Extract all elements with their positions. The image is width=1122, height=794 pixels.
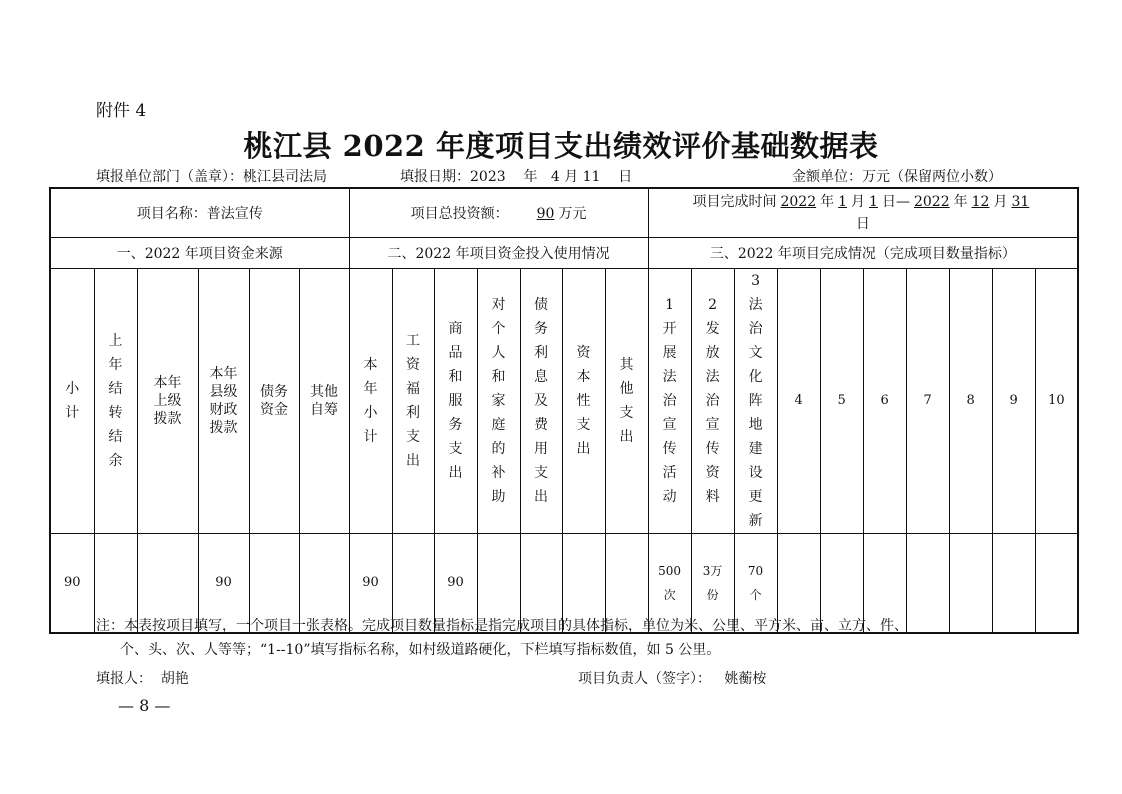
value-label: 500次 bbox=[658, 563, 682, 602]
col-indicator-6: 6 bbox=[863, 268, 906, 533]
start-year: 2022 bbox=[780, 193, 817, 210]
col-label: 资本性支出 bbox=[576, 344, 591, 457]
value-label: 3万份 bbox=[702, 563, 723, 602]
col-prior-balance bbox=[94, 268, 137, 533]
col-label: 本年上级拨款 bbox=[153, 374, 182, 427]
end-month-char: 月 bbox=[993, 193, 1008, 210]
leader-label: 项目负责人（签字）： bbox=[578, 671, 711, 687]
start-day: 1 bbox=[869, 193, 878, 210]
col-indicator-7: 7 bbox=[906, 268, 949, 533]
page-title: 桃江县 2022 年度项目支出绩效评价基础数据表 bbox=[243, 129, 879, 163]
end-year-char: 年 bbox=[953, 193, 968, 210]
col-label: 2发放法治宣传资料 bbox=[705, 296, 720, 505]
value-indicator-10 bbox=[1035, 533, 1078, 633]
page-number: — 8 — bbox=[118, 696, 171, 715]
data-table bbox=[49, 187, 1079, 634]
fill-date-label: 填报日期： bbox=[400, 169, 470, 185]
col-goods-services bbox=[434, 268, 477, 533]
note-line-1: 注：本表按项目填写，一个项目一张表格。完成项目数量指标是指完成项目的具体指标，单位为米、公里、平方米、亩、立方、件、 bbox=[96, 618, 908, 634]
col-label: 债务资金 bbox=[260, 383, 288, 418]
note-line-2: 个、头、次、人等等；“1--10”填写指标名称，如村级道路硬化，下栏填写指标数值，如 5 公里。 bbox=[120, 642, 721, 658]
start-month-char: 月 bbox=[851, 193, 866, 210]
fill-year: 2023 bbox=[470, 169, 506, 185]
reporter-label: 填报人： bbox=[96, 671, 152, 687]
leader-name: 姚蘅桉 bbox=[724, 671, 767, 687]
value-indicator-7 bbox=[906, 533, 949, 633]
col-source-subtotal bbox=[50, 268, 94, 533]
fill-year-char: 年 bbox=[523, 169, 538, 185]
fill-month: 4 bbox=[550, 169, 560, 185]
project-completion-time bbox=[648, 188, 1078, 237]
reporter bbox=[96, 668, 189, 688]
col-label: 本年县级财政拨款 bbox=[209, 365, 238, 436]
col-county-grant bbox=[198, 268, 249, 533]
reporting-unit bbox=[96, 166, 327, 186]
col-indicator-10: 10 bbox=[1035, 268, 1078, 533]
fill-month-char: 月 bbox=[564, 169, 579, 185]
section-usage: 二、2022 年项目资金投入使用情况 bbox=[349, 237, 648, 268]
fill-date bbox=[400, 166, 632, 186]
end-day-char: 日 bbox=[855, 215, 870, 232]
col-usage-subtotal bbox=[349, 268, 392, 533]
value-label: 70个 bbox=[747, 563, 764, 602]
time-label: 项目完成时间 bbox=[692, 193, 777, 210]
col-label: 上年结转结余 bbox=[108, 332, 123, 469]
date-separator: — bbox=[895, 193, 910, 210]
value-indicator-8 bbox=[949, 533, 992, 633]
col-indicator-1 bbox=[648, 268, 691, 533]
fill-day-char: 日 bbox=[618, 169, 633, 185]
money-unit: 金额单位：万元（保留两位小数） bbox=[792, 169, 1002, 185]
col-label: 对个人和家庭的补助 bbox=[491, 296, 506, 505]
project-name: 项目名称：普法宣传 bbox=[50, 188, 349, 237]
col-indicator-4: 4 bbox=[777, 268, 820, 533]
start-year-char: 年 bbox=[820, 193, 835, 210]
investment-label: 项目总投资额： bbox=[410, 205, 509, 222]
col-indicator-5: 5 bbox=[820, 268, 863, 533]
value-county-grant: 90 bbox=[198, 533, 249, 633]
col-label: 3法治文化阵地建设更新 bbox=[748, 272, 763, 529]
col-wages bbox=[392, 268, 434, 533]
col-self-raised bbox=[299, 268, 349, 533]
col-debt-interest bbox=[520, 268, 562, 533]
section-completion: 三、2022 年项目完成情况（完成项目数量指标） bbox=[648, 237, 1078, 268]
col-label: 本年小计 bbox=[363, 356, 378, 445]
project-investment bbox=[349, 188, 648, 237]
col-label: 其他支出 bbox=[619, 356, 634, 445]
col-label: 其他自筹 bbox=[310, 383, 338, 418]
col-indicator-2 bbox=[691, 268, 734, 533]
attachment-label: 附件 4 bbox=[96, 101, 147, 121]
col-indicator-9: 9 bbox=[992, 268, 1035, 533]
col-label: 1开展法治宣传活动 bbox=[662, 296, 677, 505]
value-usage-subtotal: 90 bbox=[349, 533, 392, 633]
col-other-expense bbox=[605, 268, 648, 533]
section-source: 一、2022 年项目资金来源 bbox=[50, 237, 349, 268]
col-label: 小计 bbox=[65, 380, 80, 421]
start-day-char: 日 bbox=[881, 193, 896, 210]
col-label: 商品和服务支出 bbox=[448, 320, 463, 481]
end-month: 12 bbox=[971, 193, 990, 210]
col-capital bbox=[562, 268, 605, 533]
col-subsidies bbox=[477, 268, 520, 533]
col-label: 债务利息及费用支出 bbox=[534, 296, 548, 505]
start-month: 1 bbox=[838, 193, 848, 210]
value-indicator-9 bbox=[992, 533, 1035, 633]
investment-unit: 万元 bbox=[558, 205, 587, 222]
fill-day: 11 bbox=[582, 169, 601, 185]
end-year: 2022 bbox=[913, 193, 950, 210]
value-source-subtotal: 90 bbox=[50, 533, 94, 633]
value-goods-services: 90 bbox=[434, 533, 477, 633]
col-debt-funds bbox=[249, 268, 299, 533]
unit-label: 填报单位部门（盖章）： bbox=[96, 169, 243, 185]
col-superior-grant bbox=[137, 268, 198, 533]
project-leader bbox=[578, 668, 766, 688]
col-label: 工资福利支出 bbox=[406, 332, 420, 469]
unit-value: 桃江县司法局 bbox=[243, 169, 327, 185]
reporter-name: 胡艳 bbox=[160, 671, 189, 687]
col-indicator-3 bbox=[734, 268, 777, 533]
investment-value: 90 bbox=[536, 205, 555, 222]
col-indicator-8: 8 bbox=[949, 268, 992, 533]
end-day: 31 bbox=[1011, 193, 1030, 210]
